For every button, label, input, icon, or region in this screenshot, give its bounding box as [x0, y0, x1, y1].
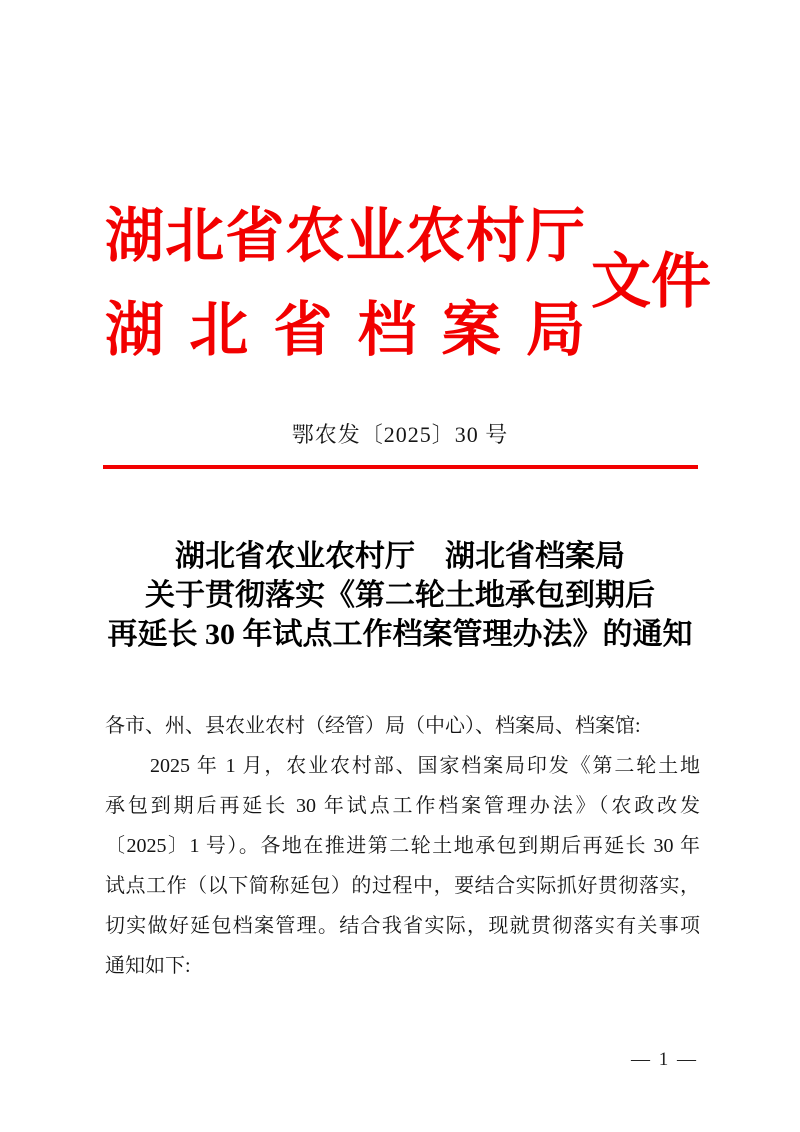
title-line-2: 关于贯彻落实《第二轮土地承包到期后 [145, 579, 655, 612]
body-line: 切实做好延包档案管理。结合我省实际，现就贯彻落实有关事项 [105, 915, 700, 937]
body-line: 承包到期后再延长 30 年试点工作档案管理办法》（农政改发 [105, 795, 700, 817]
org-name-agriculture-dept: 湖北省农业农村厅 [105, 203, 585, 269]
doc-type-label: 文件 [591, 249, 711, 315]
org-name-archives-bureau: 湖北省档案局 [105, 297, 585, 363]
title-line-1: 湖北省农业农村厅 湖北省档案局 [175, 540, 625, 573]
page-number: — 1 — [631, 1049, 698, 1070]
body-line: 试点工作（以下简称延包）的过程中，要结合实际抓好贯彻落实， [105, 875, 700, 897]
title-line-3: 再延长 30 年试点工作档案管理办法》的通知 [107, 618, 693, 651]
body-line: 通知如下: [105, 955, 191, 977]
red-letterhead [105, 189, 717, 377]
body-line: 〔2025〕1 号）。各地在推进第二轮土地承包到期后再延长 30 年 [105, 835, 700, 857]
document-title [50, 537, 750, 654]
issuing-orgs [105, 189, 585, 377]
body-line: 2025 年 1 月，农业农村部、国家档案局印发《第二轮土地 [150, 755, 700, 777]
document-number: 鄂农发〔2025〕30 号 [291, 422, 509, 447]
salutation-line: 各市、州、县农业农村（经管）局（中心）、档案局、档案馆: [105, 715, 641, 737]
document-body [105, 706, 700, 986]
red-separator-rule [103, 465, 698, 469]
